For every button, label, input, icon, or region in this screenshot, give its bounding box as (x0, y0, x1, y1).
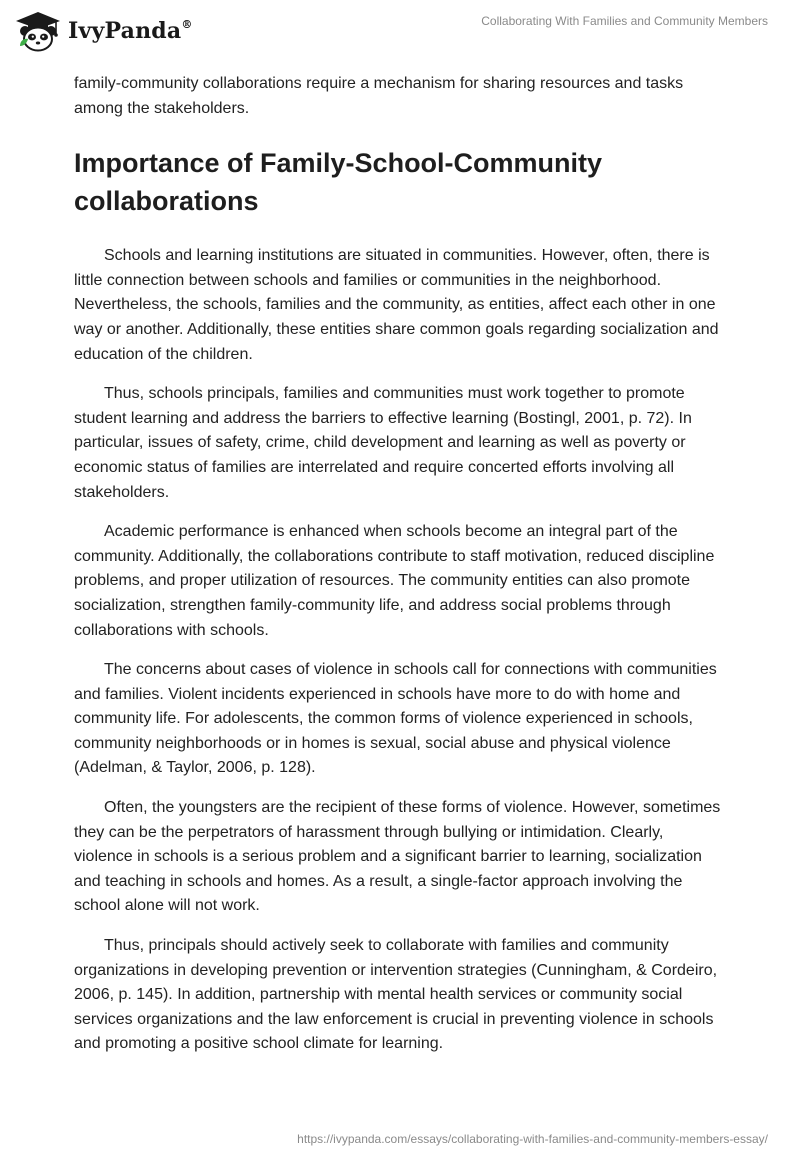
brand-name: IvyPanda (68, 18, 182, 44)
body-paragraph: Often, the youngsters are the recipient of these forms of violence. However, sometimes they can be the perpetrators of harassment through bullying or intimidation. Clearly, violence in schools is a serious problem and a significant barrier to learning, socialization and teaching in schools and homes. As a result, a single-factor approach involving the school alone will not work. (74, 799, 721, 915)
section-heading: Importance of Family-School-Community collaborations (74, 148, 603, 217)
body-paragraph: Academic performance is enhanced when schools become an integral part of the community. Additionally, the collaborations contribute to staff motivation, reduced discipline problems, and proper utilization of resources. The community entities can also promote socialization, strengthen family-community life, and address social problems through collaborations with schools. (74, 523, 715, 639)
source-url[interactable]: https://ivypanda.com/essays/collaborating-with-families-and-community-members-essay/ (297, 1132, 768, 1146)
intro-paragraph: family-community collaborations require a mechanism for sharing resources and tasks among the stakeholders. (74, 75, 684, 117)
body-paragraph: Thus, schools principals, families and communities must work together to promote student learning and address the barriers to effective learning (Bostingl, 2001, p. 72). In particular, issues of safety, crime, child development and learning as well as poverty or economic status of families are interrelated and require concerted efforts involving all stakeholders. (74, 385, 692, 501)
page-header (0, 0, 800, 70)
ivypanda-logo[interactable] (14, 10, 193, 52)
document-title: Collaborating With Families and Community Members (481, 14, 768, 28)
body-paragraph: Thus, principals should actively seek to collaborate with families and community organizations in developing prevention or intervention strategies (Cunningham, & Cordeiro, 2006, p. 145). In addition, partnership with mental health services or community social services organizations and the law enforcement is crucial in preventing violence in schools and promoting a positive school climate for learning. (74, 937, 718, 1053)
body-paragraph: Schools and learning institutions are situated in communities. However, often, there is little connection between schools and families or communities in the neighborhood. Nevertheless, the schools, families and the community, as entities, affect each other in one way or another. Additionally, these entities share common goals regarding socialization and education of the children. (74, 247, 719, 363)
registered-mark: ® (181, 17, 193, 31)
essay-content (74, 72, 726, 1072)
body-paragraph: The concerns about cases of violence in schools call for connections with communities and families. Violent incidents experienced in schools have more to do with home and community life. For adolescents, the common forms of violence experienced in schools, community neighborhoods or in homes is sexual, social abuse and physical violence (Adelman, & Taylor, 2006, p. 128). (74, 661, 717, 777)
panda-graduation-icon (14, 10, 62, 52)
